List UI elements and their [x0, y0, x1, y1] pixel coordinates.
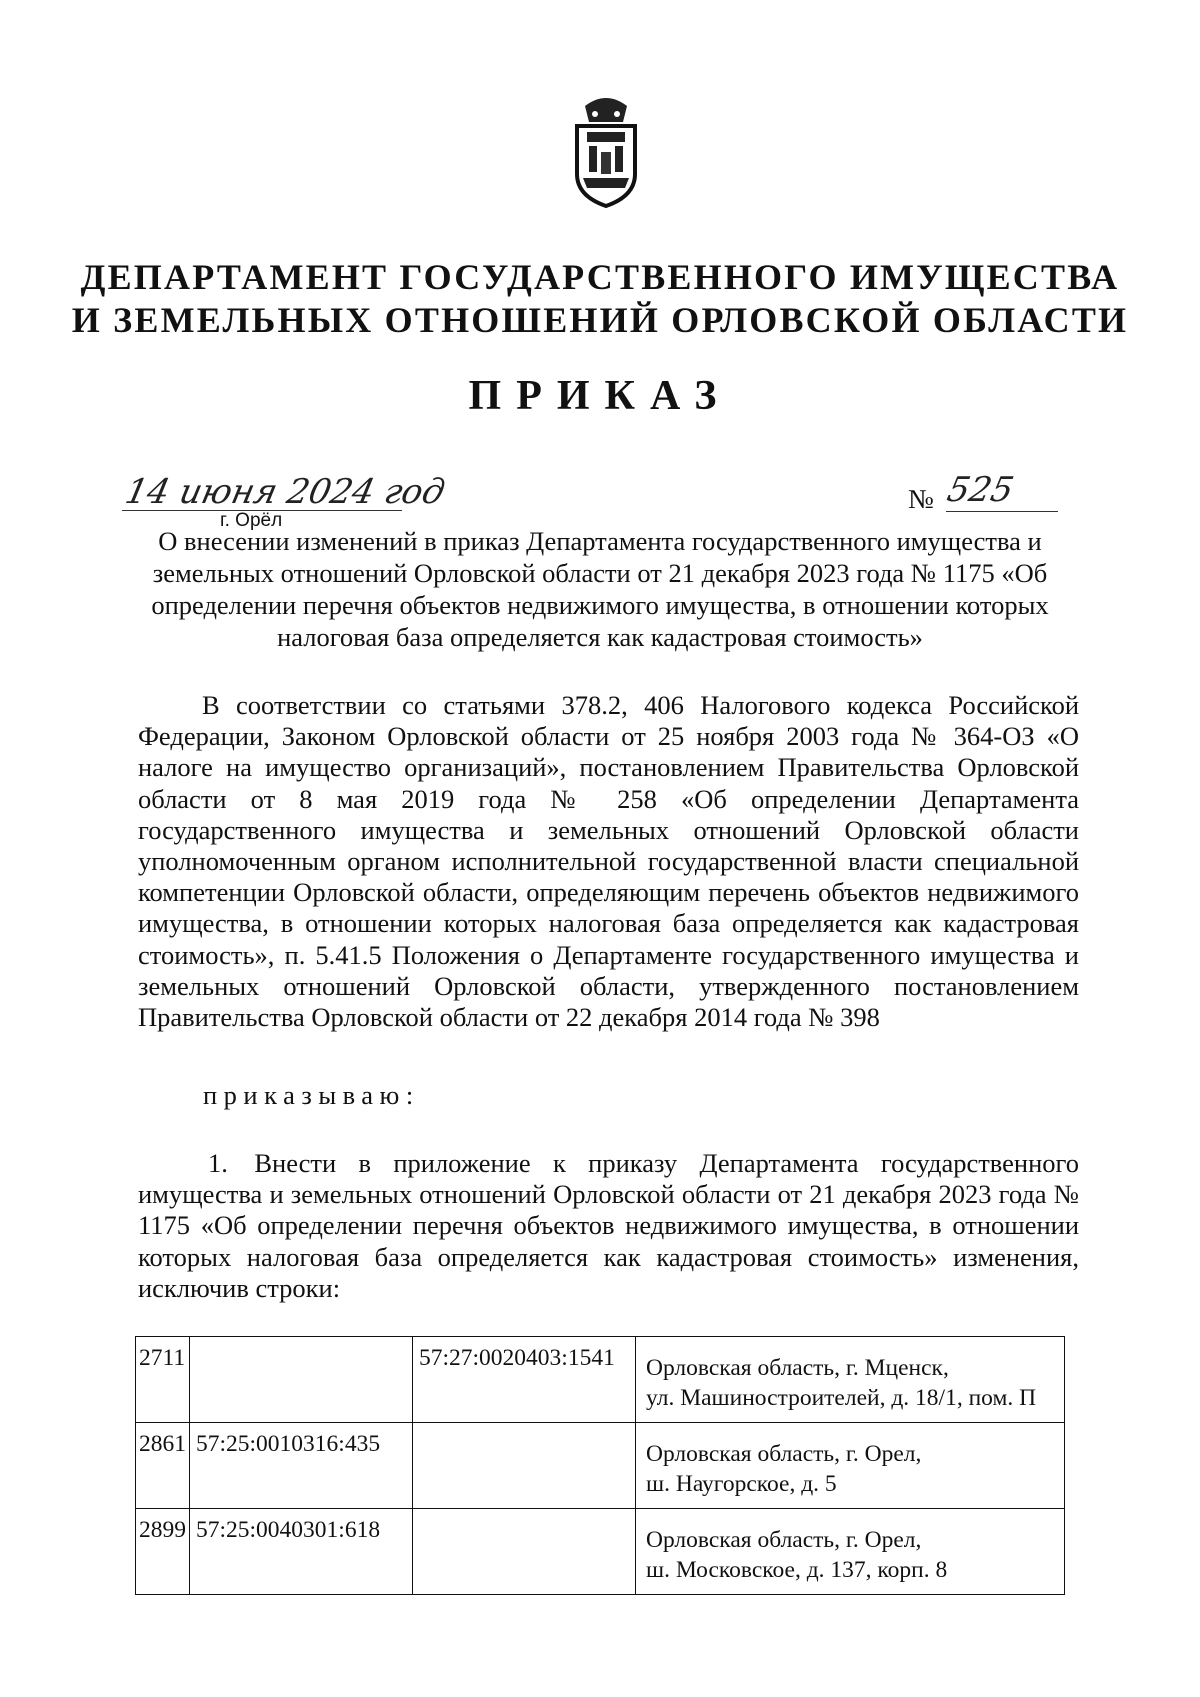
- point-1-paragraph: 1. Внести в приложение к приказу Департамента государственного имущества и земельных отношений Орловской области от 21 декабря 2023 года № 1175 «Об определении перечня объектов недвижимого имущества, в отношении которых налоговая база определяется как кадастровая стоимость» изменения, исключив строки:: [138, 1148, 1079, 1303]
- building-cadastral-cell: 57:25:0010316:435: [190, 1423, 413, 1509]
- address-line1: Орловская область, г. Мценск,: [646, 1355, 949, 1381]
- table-row: [136, 1423, 1065, 1509]
- order-subject: О внесении изменений в приказ Департамента государственного имущества и земельных отношений Орловской области от 21 декабря 2023 года № 1175 «Об определении перечня объектов недвижимого имущества, в отношении которых налоговая база определяется как кадастровая стоимость»: [151, 526, 1049, 652]
- preamble-paragraph: В соответствии со статьями 378.2, 406 Налогового кодекса Российской Федерации, Законом Орловской области от 25 ноября 2003 года № 364-ОЗ «О налоге на имущество организаций», постановлением Правительства Орловской области от 8 мая 2019 года № 258 «Об определении Департамента государственного имущества и земельных отношений Орловской области уполномоченным органом исполнительной государственной власти специальной компетенции Орловской области, определяющим перечень объектов недвижимого имущества, в отношении которых налоговая база определяется как кадастровая стоимость», п. 5.41.5 Положения о Департаменте государственного имущества и земельных отношений Орловской области, утвержденного постановлением Правительства Орловской области от 22 декабря 2014 года № 398: [138, 690, 1079, 1033]
- address-cell: [636, 1423, 1065, 1509]
- number-sign: №: [908, 484, 934, 514]
- address-cell: [636, 1337, 1065, 1423]
- address-line2: ш. Московское, д. 137, корп. 8: [646, 1557, 948, 1583]
- address-line1: Орловская область, г. Орел,: [646, 1527, 922, 1553]
- handwritten-date: 14 июня 2024 год: [121, 472, 449, 512]
- order-word: приказываю:: [203, 1080, 420, 1110]
- city-label: г. Орёл: [220, 510, 283, 531]
- excluded-rows-table: [135, 1336, 1065, 1595]
- building-cadastral-cell: [190, 1337, 413, 1423]
- address-line1: Орловская область, г. Орел,: [646, 1441, 922, 1467]
- address-line2: ш. Наугорское, д. 5: [646, 1471, 837, 1497]
- row-number-cell: 2899: [136, 1509, 190, 1595]
- row-number-cell: 2861: [136, 1423, 190, 1509]
- table-row: [136, 1509, 1065, 1595]
- department-name-line1: ДЕПАРТАМЕНТ ГОСУДАРСТВЕННОГО ИМУЩЕСТВА: [80, 257, 1120, 297]
- coat-of-arms-emblem: [565, 92, 647, 210]
- department-name-line2: И ЗЕМЕЛЬНЫХ ОТНОШЕНИЙ ОРЛОВСКОЙ ОБЛАСТИ: [71, 300, 1129, 340]
- address-cell: [636, 1509, 1065, 1595]
- premises-cadastral-cell: 57:27:0020403:1541: [413, 1337, 636, 1423]
- number-underline: [946, 511, 1058, 512]
- address-line2: ул. Машиностроителей, д. 18/1, пом. П: [646, 1385, 1037, 1411]
- premises-cadastral-cell: [413, 1423, 636, 1509]
- row-number-cell: 2711: [136, 1337, 190, 1423]
- premises-cadastral-cell: [413, 1509, 636, 1595]
- document-type-title: ПРИКАЗ: [468, 373, 732, 419]
- table-row: [136, 1337, 1065, 1423]
- handwritten-number: 525: [943, 470, 1018, 510]
- building-cadastral-cell: 57:25:0040301:618: [190, 1509, 413, 1595]
